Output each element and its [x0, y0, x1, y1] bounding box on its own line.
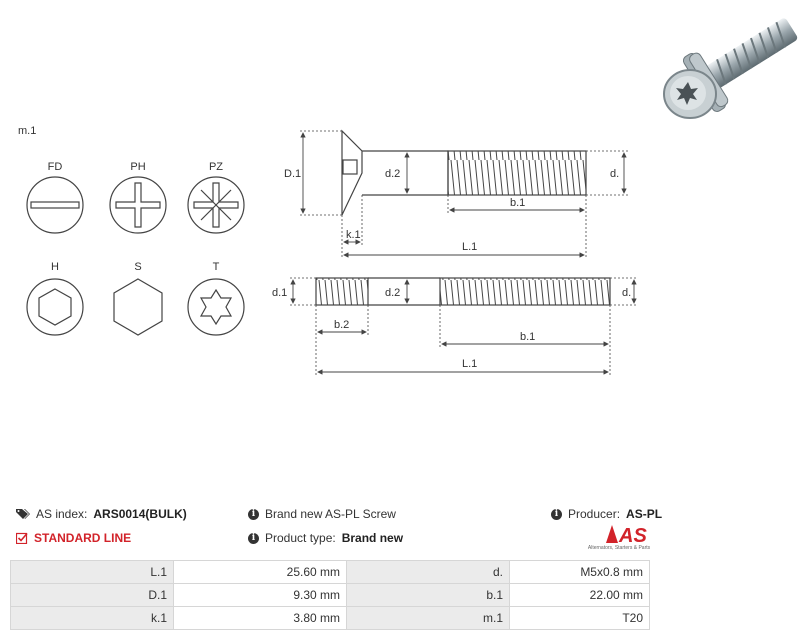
dim-label-stud-d: d. — [622, 287, 632, 299]
dim-label-b1: b.1 — [510, 197, 526, 209]
dim-label-L1: L.1 — [462, 241, 478, 253]
torx-drive-icon — [188, 279, 244, 335]
standard-line-label: STANDARD LINE — [34, 531, 132, 545]
drive-label-ph: PH — [130, 161, 146, 173]
table-row — [11, 584, 650, 607]
dim-label-stud-d2: d.2 — [385, 287, 401, 299]
logo-tagline: Alternators, Starters & Parts — [587, 545, 651, 551]
dim-label-d: d. — [610, 168, 620, 180]
phillips-drive-icon — [110, 177, 166, 233]
spec-label: L.1 — [11, 561, 174, 584]
info-icon: i — [248, 533, 259, 544]
checkbox-icon — [16, 532, 28, 544]
hex-socket-drive-icon — [27, 279, 83, 335]
dim-label-D1: D.1 — [284, 168, 302, 180]
specs-table — [10, 560, 650, 630]
dim-label-k1: k.1 — [346, 229, 361, 241]
dim-label-stud-d1: d.1 — [272, 287, 288, 299]
product-description-text: Brand new AS-PL Screw — [265, 507, 396, 521]
drive-label-t: T — [212, 261, 220, 273]
spec-label: D.1 — [11, 584, 174, 607]
product-type-value: Brand new — [341, 531, 404, 545]
as-pl-logo — [584, 521, 654, 553]
spec-value: T20 — [510, 607, 650, 630]
slotted-drive-icon — [27, 177, 83, 233]
spec-label: d. — [347, 561, 510, 584]
section-label: m.1 — [18, 125, 37, 137]
product-type-label: Product type: — [265, 531, 336, 545]
as-index-value: ARS0014(BULK) — [93, 507, 187, 521]
drive-label-s: S — [134, 261, 142, 273]
as-index — [16, 507, 187, 521]
countersunk-screw-drawing — [342, 131, 586, 215]
producer-value: AS-PL — [626, 507, 663, 521]
drive-label-pz: PZ — [208, 161, 224, 173]
product-description — [248, 507, 396, 521]
product-info — [0, 498, 800, 558]
standard-line — [16, 531, 131, 545]
tags-icon — [16, 508, 30, 520]
dim-label-stud-b1: b.1 — [520, 331, 536, 343]
table-row — [11, 607, 650, 630]
pozidriv-drive-icon — [188, 177, 244, 233]
spec-value: 25.60 mm — [174, 561, 347, 584]
spec-label: k.1 — [11, 607, 174, 630]
as-index-label: AS index: — [36, 507, 88, 521]
producer-label: Producer: — [568, 507, 621, 521]
spec-label: b.1 — [347, 584, 510, 607]
product-type — [248, 531, 403, 545]
info-icon: i — [551, 509, 562, 520]
hex-head-drive-icon — [114, 279, 162, 335]
dim-label-stud-b2: b.2 — [334, 319, 350, 331]
spec-value: 22.00 mm — [510, 584, 650, 607]
stud-drawing — [316, 278, 610, 305]
dim-label-d2: d.2 — [385, 168, 401, 180]
drive-label-fd: FD — [47, 161, 63, 173]
spec-value: M5x0.8 mm — [510, 561, 650, 584]
producer — [551, 507, 662, 521]
dim-label-stud-L1: L.1 — [462, 358, 478, 370]
info-icon: i — [248, 509, 259, 520]
spec-value: 9.30 mm — [174, 584, 347, 607]
drive-label-h: H — [51, 261, 59, 273]
spec-label: m.1 — [347, 607, 510, 630]
logo-text: AS — [619, 525, 647, 545]
table-row — [11, 561, 650, 584]
spec-value: 3.80 mm — [174, 607, 347, 630]
